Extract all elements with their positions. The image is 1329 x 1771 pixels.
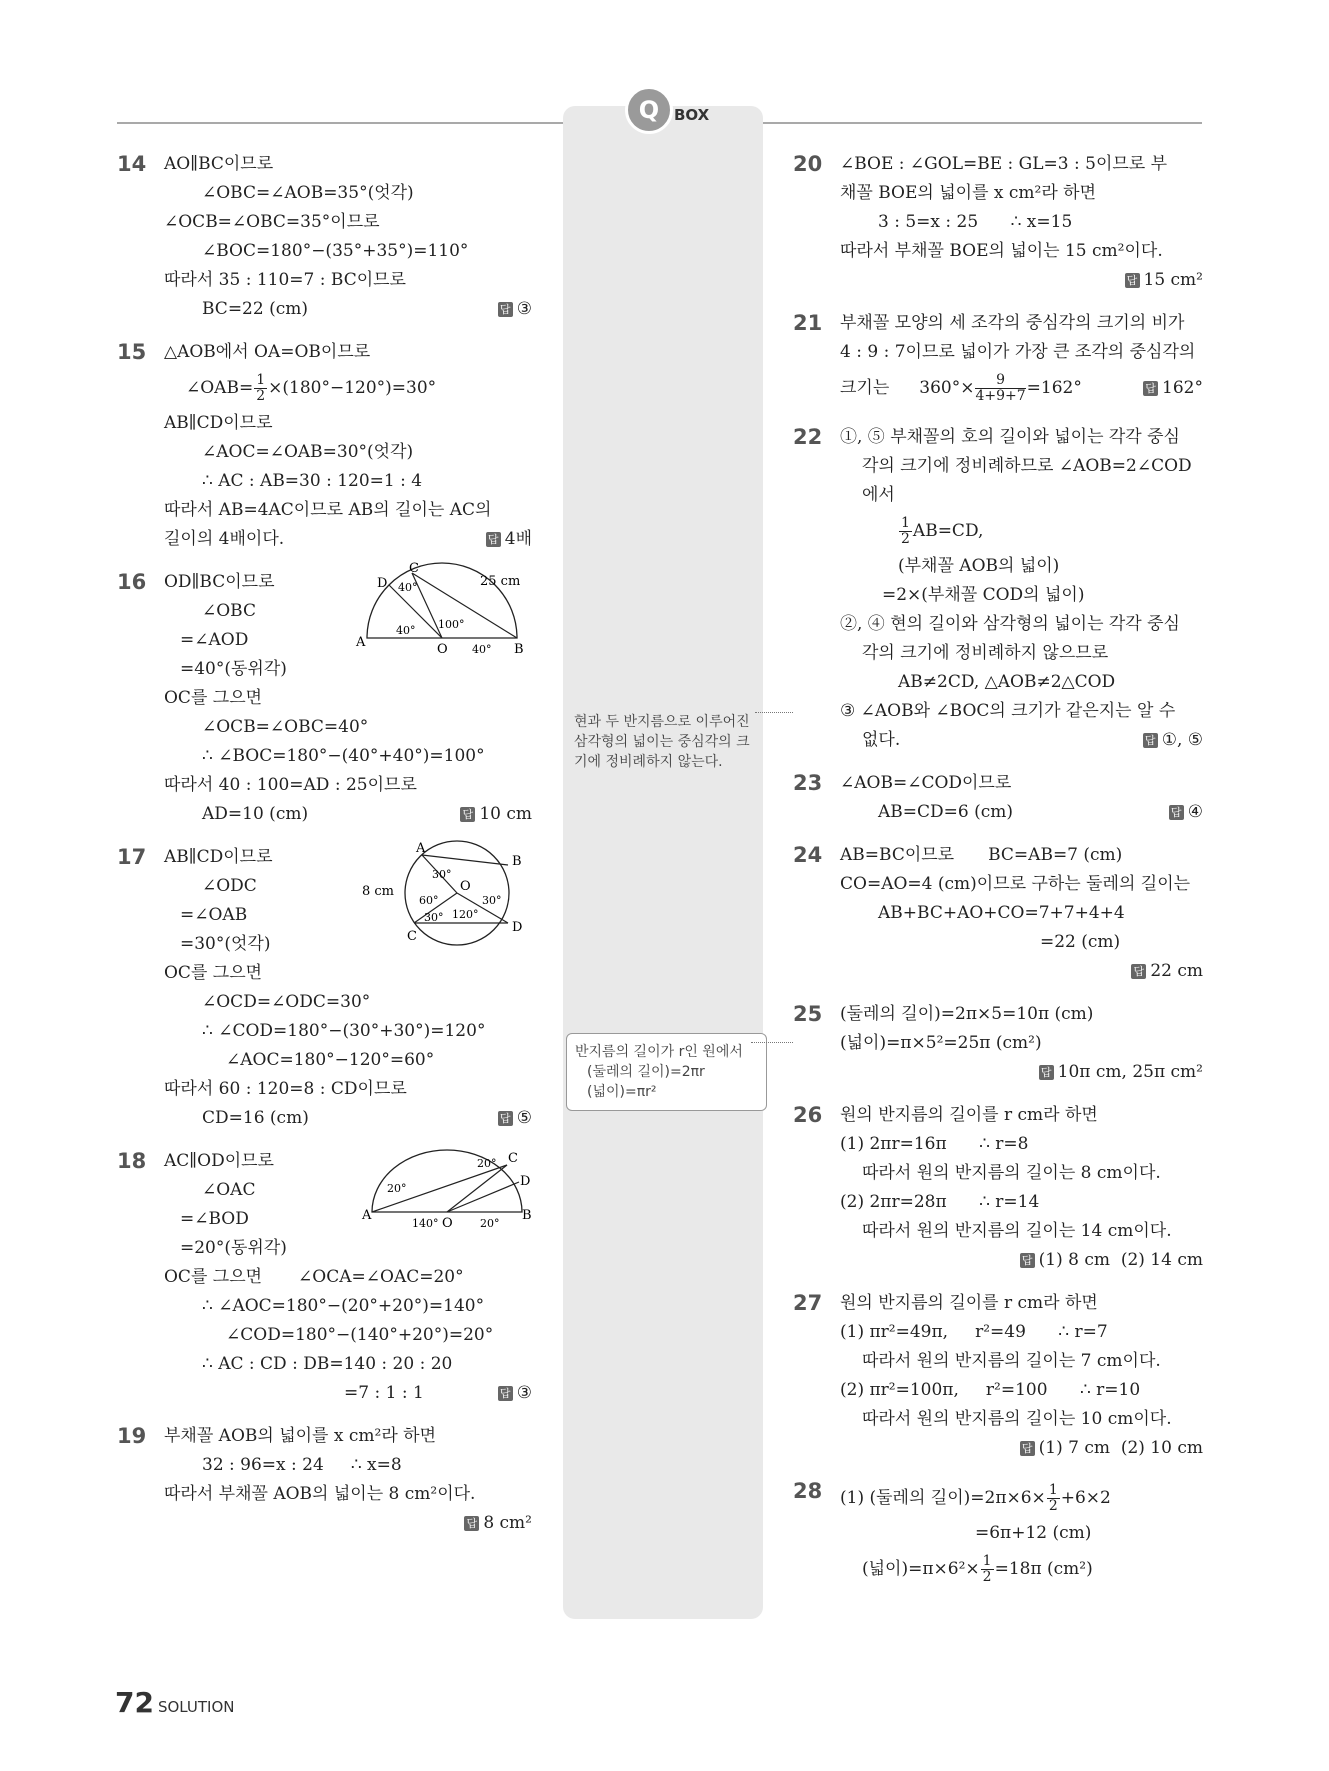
label-a: A xyxy=(416,841,426,856)
problem-number: 24 xyxy=(793,843,823,867)
solution-line xyxy=(164,295,532,324)
answer-value: 10 cm xyxy=(479,804,532,824)
answer xyxy=(840,266,1203,295)
problem-number: 20 xyxy=(793,152,823,176)
text: 길이의 4배이다. xyxy=(164,529,285,549)
solution-line: 따라서 원의 반지름의 길이는 14 cm이다. xyxy=(862,1221,1172,1241)
problem-17 xyxy=(117,843,532,1133)
text: =162° xyxy=(1026,378,1082,398)
solution-line: OC를 그으면 xyxy=(164,688,263,708)
problem-15 xyxy=(117,338,532,554)
solution-line: =20°(동위각) xyxy=(180,1238,287,1258)
text: =7 : 1 : 1 xyxy=(344,1383,424,1403)
solution-line xyxy=(840,367,1203,409)
problem-number: 28 xyxy=(793,1479,823,1503)
solution-line: =2×(부채꼴 COD의 넓이) xyxy=(882,585,1085,605)
numerator: 1 xyxy=(256,372,266,388)
angle-label: 20° xyxy=(480,1217,500,1230)
problem-27 xyxy=(793,1289,1203,1463)
problem-number: 22 xyxy=(793,425,823,449)
problem-25 xyxy=(793,1000,1203,1087)
semicircle-figure xyxy=(356,561,532,663)
answer-icon: 답 xyxy=(498,302,513,317)
text: =18π (cm²) xyxy=(994,1559,1093,1579)
solution-line: =40°(동위각) xyxy=(180,659,287,679)
label-d: D xyxy=(520,1174,531,1189)
numerator: 1 xyxy=(901,515,910,531)
answer xyxy=(498,1104,532,1133)
solution-line xyxy=(164,800,532,829)
solution-line: 각의 크기에 정비례하지 않으므로 xyxy=(862,643,1109,663)
solution-line: AB+BC+AO+CO=7+7+4+4 xyxy=(878,903,1125,923)
solution-line: 각의 크기에 정비례하므로 ∠AOB=2∠COD xyxy=(862,456,1192,476)
answer-icon: 답 xyxy=(1131,964,1146,979)
solution-line xyxy=(840,1548,1203,1590)
solution-line: ∠AOB=∠COD이므로 xyxy=(840,773,1012,793)
solution-line xyxy=(840,726,1203,755)
note-connector xyxy=(755,712,793,713)
problem-16 xyxy=(117,561,532,829)
result-text: BC=22 (cm) xyxy=(202,299,309,319)
text: AB=CD, xyxy=(912,521,984,541)
problem-number: 27 xyxy=(793,1291,823,1315)
problem-24 xyxy=(793,841,1203,986)
problem-14 xyxy=(117,150,532,324)
answer xyxy=(840,1246,1203,1275)
answer-value: 22 cm xyxy=(1150,961,1203,981)
text: CD=16 (cm) xyxy=(202,1108,309,1128)
side-note-chord: 현과 두 반지름으로 이루어진 삼각형의 넓이는 중심각의 크기에 정비례하지 않는다. xyxy=(574,714,750,770)
solution-line xyxy=(164,1104,532,1133)
solution-line: ∴ ∠AOC=180°−(20°+20°)=140° xyxy=(202,1296,485,1316)
text: AB=BC이므로 xyxy=(840,845,955,865)
left-column xyxy=(117,150,532,1552)
answer-icon: 답 xyxy=(486,532,501,547)
solution-line: ③ ∠AOB와 ∠BOC의 크기가 같은지는 알 수 xyxy=(840,701,1176,721)
angle-label: 20° xyxy=(477,1157,497,1170)
length-label: 8 cm xyxy=(362,884,395,899)
solution-line: ∴ ∠BOC=180°−(40°+40°)=100° xyxy=(202,746,485,766)
note-line: (넓이)=πr² xyxy=(587,1084,657,1100)
answer xyxy=(498,1379,532,1408)
solution-line: (1) πr²=49π, r²=49 ∴ r=7 xyxy=(840,1322,1108,1342)
solution-line: ∴ AC : AB=30 : 120=1 : 4 xyxy=(202,471,423,491)
solution-line: 32 : 96=x : 24 ∴ x=8 xyxy=(202,1455,402,1475)
answer-value: 162° xyxy=(1162,378,1203,398)
answer-value: (1) 7 cm (2) 10 cm xyxy=(1038,1438,1203,1458)
solution-line: ∴ ∠COD=180°−(30°+30°)=120° xyxy=(202,1021,486,1041)
answer-icon: 답 xyxy=(1020,1441,1035,1456)
solution-line: AB∥CD이므로 xyxy=(164,847,273,867)
text: ∠OCA=∠OAC=20° xyxy=(298,1267,464,1287)
solution-line: 에서 xyxy=(862,485,895,505)
label-o: O xyxy=(442,1216,453,1231)
text: BC=AB=7 (cm) xyxy=(988,845,1123,865)
solution-line: =∠AOD xyxy=(180,630,249,650)
qbox-column xyxy=(563,106,763,1619)
problem-number: 17 xyxy=(117,845,147,869)
problem-number: 25 xyxy=(793,1002,823,1026)
answer xyxy=(164,1509,532,1538)
problem-19 xyxy=(117,1422,532,1538)
answer xyxy=(460,800,532,829)
problem-26 xyxy=(793,1101,1203,1275)
solution-line: ∠OCB=∠OBC=35°이므로 xyxy=(164,212,380,232)
answer-value: (1) 8 cm (2) 14 cm xyxy=(1038,1250,1203,1270)
answer-value: 15 cm² xyxy=(1143,270,1203,290)
answer-icon: 답 xyxy=(464,1516,479,1531)
length-label: 25 cm xyxy=(480,574,521,589)
solution-line: ∠AOC=∠OAB=30°(엇각) xyxy=(202,442,414,462)
angle-label: 120° xyxy=(452,908,479,921)
angle-label: 60° xyxy=(419,894,439,907)
angle-label: 40° xyxy=(398,581,418,594)
note-connector xyxy=(751,1042,793,1043)
angle-label: 100° xyxy=(438,618,465,631)
answer-value: ④ xyxy=(1187,802,1203,822)
solution-line: 따라서 60 : 120=8 : CD이므로 xyxy=(164,1079,407,1099)
answer-icon: 답 xyxy=(1020,1253,1035,1268)
label-c: C xyxy=(407,929,417,944)
solution-line: 따라서 35 : 110=7 : BC이므로 xyxy=(164,270,406,290)
answer-icon: 답 xyxy=(1169,805,1184,820)
label-o: O xyxy=(437,642,448,657)
answer-value: ③ xyxy=(516,1383,532,1403)
fraction xyxy=(981,1554,994,1585)
denominator: 2 xyxy=(901,531,910,547)
problem-18 xyxy=(117,1147,532,1408)
solution-line: 따라서 AB=4AC이므로 AB의 길이는 AC의 xyxy=(164,500,492,520)
solution-line: 따라서 원의 반지름의 길이는 7 cm이다. xyxy=(862,1351,1161,1371)
answer-icon: 답 xyxy=(460,807,475,822)
angle-label: 20° xyxy=(387,1182,407,1195)
problem-number: 18 xyxy=(117,1149,147,1173)
answer xyxy=(486,525,532,554)
problem-number: 15 xyxy=(117,340,147,364)
solution-line: ∠COD=180°−(140°+20°)=20° xyxy=(226,1325,494,1345)
angle-label: 40° xyxy=(472,643,492,656)
solution-line: ∠AOC=180°−120°=60° xyxy=(226,1050,435,1070)
solution-line: (둘레의 길이)=2π×5=10π (cm) xyxy=(840,1004,1094,1024)
side-note-circle-formula xyxy=(566,1033,767,1111)
solution-line: ∠OCB=∠OBC=40° xyxy=(202,717,369,737)
denominator: 2 xyxy=(982,1569,992,1585)
answer-icon: 답 xyxy=(1039,1065,1054,1080)
solution-line: =22 (cm) xyxy=(1040,932,1121,952)
solution-line: 원의 반지름의 길이를 r cm라 하면 xyxy=(840,1105,1098,1125)
fraction xyxy=(899,516,912,547)
page-number: 72 xyxy=(115,1686,154,1719)
text: 360°× xyxy=(919,378,975,398)
solution-line: AC∥OD이므로 xyxy=(164,1151,274,1171)
solution-line: OC를 그으면 xyxy=(164,963,263,983)
answer xyxy=(840,1058,1203,1087)
solution-line xyxy=(840,1477,1203,1519)
answer-icon: 답 xyxy=(1143,381,1158,396)
label-o: O xyxy=(460,879,471,894)
solution-line: AB≠2CD, △AOB≠2△COD xyxy=(898,672,1116,692)
numerator: 9 xyxy=(975,373,1025,389)
solution-line: AO∥BC이므로 xyxy=(164,154,274,174)
solution-line xyxy=(840,510,1203,552)
answer-icon: 답 xyxy=(498,1386,513,1401)
semicircle-figure-2 xyxy=(362,1147,532,1237)
answer-value: ③ xyxy=(516,299,532,319)
solution-line: ∠OBC=∠AOB=35°(엇각) xyxy=(202,183,414,203)
text: 크기는 xyxy=(840,378,890,398)
text: 없다. xyxy=(862,730,901,750)
solution-line: ∴ AC : CD : DB=140 : 20 : 20 xyxy=(202,1354,453,1374)
answer-icon: 답 xyxy=(498,1111,513,1126)
problem-21 xyxy=(793,309,1203,409)
label-d: D xyxy=(377,576,388,591)
solution-line: (2) 2πr=28π ∴ r=14 xyxy=(840,1192,1040,1212)
fraction xyxy=(1047,1483,1060,1514)
answer-value: ①, ⑤ xyxy=(1161,730,1203,750)
answer-value: 10π cm, 25π cm² xyxy=(1057,1062,1203,1082)
solution-line: 4 : 9 : 7이므로 넓이가 가장 큰 조각의 중심각의 xyxy=(840,342,1196,362)
angle-label: 30° xyxy=(424,911,444,924)
text: OC를 그으면 xyxy=(164,1267,263,1287)
answer-value: 4배 xyxy=(504,529,532,549)
solution-line xyxy=(840,841,1203,870)
solution-line: 따라서 부채꼴 AOB의 넓이는 8 cm²이다. xyxy=(164,1484,476,1504)
solution-line: CO=AO=4 (cm)이므로 구하는 둘레의 길이는 xyxy=(840,874,1191,894)
solution-line: 따라서 40 : 100=AD : 25이므로 xyxy=(164,775,417,795)
solution-line: ∠OCD=∠ODC=30° xyxy=(202,992,371,1012)
text xyxy=(840,367,1082,409)
text: (넓이)=π×6²× xyxy=(862,1559,980,1579)
right-column xyxy=(793,150,1203,1604)
denominator: 2 xyxy=(256,388,266,404)
solution-line: △AOB에서 OA=OB이므로 xyxy=(164,342,371,362)
qbox-badge: Q xyxy=(625,86,673,134)
problem-28 xyxy=(793,1477,1203,1590)
solution-line xyxy=(164,367,532,409)
answer-value: ⑤ xyxy=(516,1108,532,1128)
label-a: A xyxy=(356,635,366,650)
solution-line: 따라서 원의 반지름의 길이는 10 cm이다. xyxy=(862,1409,1172,1429)
solution-line: 따라서 원의 반지름의 길이는 8 cm이다. xyxy=(862,1163,1161,1183)
text: ×(180°−120°)=30° xyxy=(268,378,437,398)
solution-line: (넓이)=π×5²=25π (cm²) xyxy=(840,1033,1042,1053)
solution-line: ∠ODC xyxy=(202,876,257,896)
angle-label: 40° xyxy=(396,624,416,637)
problem-number: 14 xyxy=(117,152,147,176)
solution-line: 부채꼴 AOB의 넓이를 x cm²라 하면 xyxy=(164,1426,436,1446)
label-a: A xyxy=(362,1208,372,1223)
text: ∠OAB= xyxy=(186,378,254,398)
numerator: 1 xyxy=(982,1553,992,1569)
answer xyxy=(498,295,532,324)
problem-number: 21 xyxy=(793,311,823,335)
solution-line: ∠BOE : ∠GOL=BE : GL=3 : 5이므로 부 xyxy=(840,154,1168,174)
solution-line: 채꼴 BOE의 넓이를 x cm²라 하면 xyxy=(840,183,1097,203)
angle-label: 30° xyxy=(482,894,502,907)
fraction xyxy=(975,373,1025,404)
solution-line: ②, ④ 현의 길이와 삼각형의 넓이는 각각 중심 xyxy=(840,614,1180,634)
answer-icon: 답 xyxy=(1143,733,1158,748)
answer xyxy=(840,957,1203,986)
angle-label: 30° xyxy=(432,868,452,881)
solution-line: ∠OBC xyxy=(202,601,256,621)
problem-number: 23 xyxy=(793,771,823,795)
label-c: C xyxy=(409,561,419,576)
solution-line xyxy=(164,1263,532,1292)
solution-line: (부채꼴 AOB의 넓이) xyxy=(898,556,1060,576)
answer xyxy=(840,1434,1203,1463)
numerator: 1 xyxy=(1048,1482,1058,1498)
note-line: (둘레의 길이)=2πr xyxy=(587,1064,705,1080)
answer xyxy=(1143,726,1203,755)
solution-line: ①, ⑤ 부채꼴의 호의 길이와 넓이는 각각 중심 xyxy=(840,427,1180,447)
label-c: C xyxy=(508,1151,518,1166)
footer-label: SOLUTION xyxy=(157,1698,235,1716)
solution-line: =∠BOD xyxy=(180,1209,249,1229)
solution-line: AB∥CD이므로 xyxy=(164,413,273,433)
label-b: B xyxy=(514,642,524,657)
problem-23 xyxy=(793,769,1203,827)
solution-line: 부채꼴 모양의 세 조각의 중심각의 크기의 비가 xyxy=(840,313,1185,333)
denominator: 4+9+7 xyxy=(975,388,1026,404)
solution-line: OD∥BC이므로 xyxy=(164,572,275,592)
problem-number: 16 xyxy=(117,570,147,594)
text: (1) (둘레의 길이)=2π×6× xyxy=(840,1488,1046,1508)
solution-line: =6π+12 (cm) xyxy=(975,1523,1092,1543)
solution-line: (1) 2πr=16π ∴ r=8 xyxy=(840,1134,1029,1154)
problem-20 xyxy=(793,150,1203,295)
problem-number: 19 xyxy=(117,1424,147,1448)
label-b: B xyxy=(512,854,522,869)
answer xyxy=(1169,798,1203,827)
angle-label: 140° xyxy=(412,1217,439,1230)
label-d: D xyxy=(512,920,523,935)
denominator: 2 xyxy=(1048,1498,1058,1514)
solution-line xyxy=(164,525,532,554)
solution-line: (2) πr²=100π, r²=100 ∴ r=10 xyxy=(840,1380,1141,1400)
solution-line: ∠BOC=180°−(35°+35°)=110° xyxy=(202,241,469,261)
text: AD=10 (cm) xyxy=(202,804,309,824)
text: +6×2 xyxy=(1060,1488,1111,1508)
circle-figure xyxy=(362,843,532,948)
problem-number: 26 xyxy=(793,1103,823,1127)
qbox-label: BOX xyxy=(674,106,710,124)
problem-22 xyxy=(793,423,1203,755)
solution-line: =30°(엇각) xyxy=(180,934,271,954)
solution-line: =∠OAB xyxy=(180,905,248,925)
answer xyxy=(1143,367,1203,409)
answer-value: 8 cm² xyxy=(483,1513,532,1533)
label-b: B xyxy=(522,1208,532,1223)
solution-line xyxy=(840,798,1203,827)
page-footer xyxy=(115,1686,235,1719)
text: AB=CD=6 (cm) xyxy=(878,802,1014,822)
answer-icon: 답 xyxy=(1125,273,1140,288)
solution-line: 따라서 부채꼴 BOE의 넓이는 15 cm²이다. xyxy=(840,241,1163,261)
fraction xyxy=(254,373,267,404)
solution-line: 원의 반지름의 길이를 r cm라 하면 xyxy=(840,1293,1098,1313)
solution-line: 3 : 5=x : 25 ∴ x=15 xyxy=(878,212,1073,232)
solution-line: ∠OAC xyxy=(202,1180,256,1200)
solution-line xyxy=(164,1379,532,1408)
note-line: 반지름의 길이가 r인 원에서 xyxy=(575,1044,743,1060)
